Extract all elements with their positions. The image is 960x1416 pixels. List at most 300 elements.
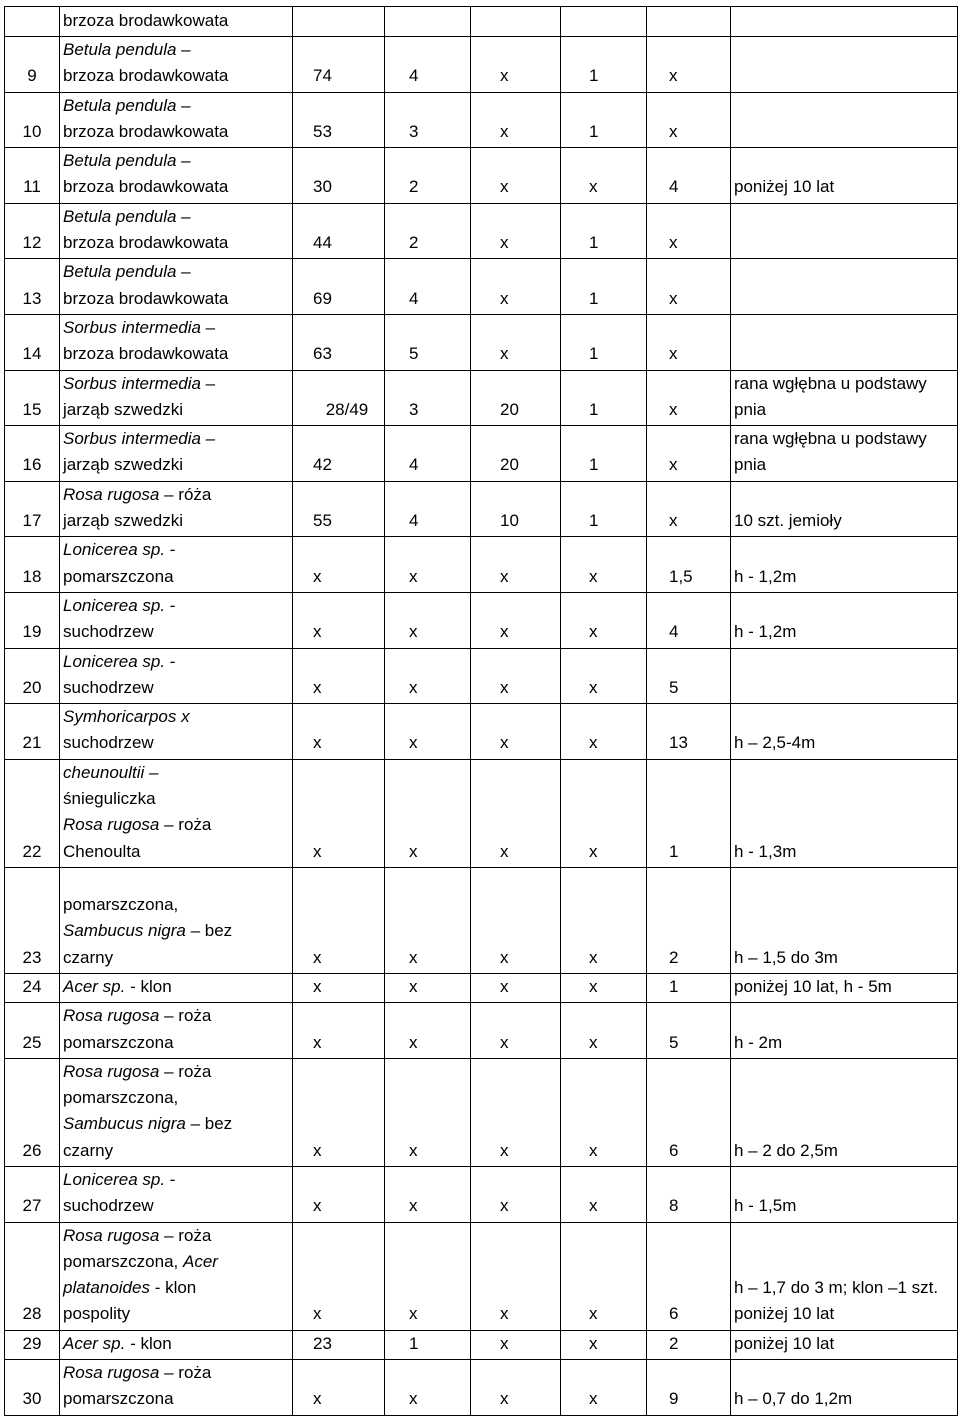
species-name-line <box>63 1223 289 1249</box>
row-number: 18 <box>5 537 60 593</box>
species-name <box>60 203 293 259</box>
species-name-line <box>63 1193 289 1219</box>
value-cell-1: 28/49 <box>293 370 385 426</box>
value-cell-5: 6 <box>647 1222 731 1330</box>
value-cell-5: 1 <box>647 759 731 867</box>
value-cell-5: 6 <box>647 1058 731 1166</box>
value-cell-1: 42 <box>293 426 385 482</box>
common-name: pomarszczona <box>63 566 174 586</box>
latin-name: Betula pendula – <box>63 206 191 226</box>
species-name <box>60 1330 293 1359</box>
latin-name: Lonicerea sp. <box>63 651 166 671</box>
value-cell-3: 20 <box>471 426 561 482</box>
species-name-line <box>63 1003 289 1029</box>
row-number: 19 <box>5 592 60 648</box>
latin-name: Sambucus nigra <box>63 1114 186 1134</box>
value-cell-5: 2 <box>647 867 731 973</box>
value-cell-4: 1 <box>561 314 647 370</box>
value-cell-3: 10 <box>471 481 561 537</box>
common-name: brzoza brodawkowata <box>63 66 229 86</box>
species-name-line <box>63 786 289 812</box>
common-name: - klon <box>125 1333 172 1353</box>
value-cell-2: x <box>385 1166 471 1222</box>
value-cell-4: x <box>561 1058 647 1166</box>
remarks-cell <box>731 648 958 704</box>
species-name-line <box>63 945 289 971</box>
latin-name: Sorbus intermedia – <box>63 373 216 393</box>
value-cell-5: x <box>647 203 731 259</box>
common-name: jarząb szwedzki <box>63 455 183 475</box>
value-cell-1: x <box>293 1003 385 1059</box>
value-cell-2: x <box>385 1222 471 1330</box>
species-name-line <box>63 974 289 1000</box>
value-cell-3: x <box>471 259 561 315</box>
common-name: brzoza brodawkowata <box>63 177 229 197</box>
value-cell-2: x <box>385 759 471 867</box>
value-cell-1: x <box>293 973 385 1002</box>
common-name: suchodrzew <box>63 1196 154 1216</box>
common-name: pomarszczona, <box>63 1251 183 1271</box>
species-name <box>60 1360 293 1416</box>
remarks-cell: h – 2,5-4m <box>731 704 958 760</box>
value-cell-4: x <box>561 973 647 1002</box>
species-name-line <box>63 1360 289 1386</box>
value-cell-3: x <box>471 759 561 867</box>
value-cell-5: 4 <box>647 148 731 204</box>
species-name <box>60 973 293 1002</box>
common-name: - klon <box>125 976 172 996</box>
common-name: brzoza brodawkowata <box>63 344 229 364</box>
value-cell-3: x <box>471 148 561 204</box>
remarks-cell: rana wgłębna u podstawy pnia <box>731 426 958 482</box>
common-name: – roża <box>159 1363 212 1383</box>
value-cell-4: x <box>561 148 647 204</box>
latin-name: cheunoultii – <box>63 762 159 782</box>
value-cell-1: x <box>293 1058 385 1166</box>
remarks-cell: h - 1,2m <box>731 592 958 648</box>
value-cell-1: x <box>293 704 385 760</box>
species-name <box>60 148 293 204</box>
latin-name: platanoides <box>63 1278 150 1298</box>
common-name: - <box>165 595 176 615</box>
species-name-line <box>63 482 289 508</box>
species-name-line <box>63 839 289 865</box>
species-name-line <box>63 452 289 478</box>
value-cell-4: x <box>561 759 647 867</box>
remarks-cell: h - 1,2m <box>731 537 958 593</box>
value-cell-4: x <box>561 1330 647 1359</box>
row-number: 30 <box>5 1360 60 1416</box>
value-cell-2: x <box>385 648 471 704</box>
value-cell-1: x <box>293 759 385 867</box>
remarks-cell: h – 1,5 do 3m <box>731 867 958 973</box>
species-name-line <box>63 918 289 944</box>
value-cell-2: 2 <box>385 148 471 204</box>
remarks-cell: rana wgłębna u podstawy pnia <box>731 370 958 426</box>
species-name-line <box>63 1030 289 1056</box>
species-name <box>60 704 293 760</box>
common-name: suchodrzew <box>63 622 154 642</box>
value-cell-1: 44 <box>293 203 385 259</box>
latin-name: Betula pendula – <box>63 262 191 282</box>
row-number: 24 <box>5 973 60 1002</box>
species-name-line <box>63 286 289 312</box>
value-cell-4: 1 <box>561 370 647 426</box>
row-number: 17 <box>5 481 60 537</box>
species-name <box>60 259 293 315</box>
common-name: czarny <box>63 1140 114 1160</box>
common-name: pomarszczona <box>63 1389 174 1409</box>
common-name: – bez <box>185 1114 233 1134</box>
species-name-line <box>63 371 289 397</box>
value-cell-1: x <box>293 867 385 973</box>
common-name: Chenoulta <box>63 841 141 861</box>
value-cell-3: x <box>471 314 561 370</box>
value-cell-4: 1 <box>561 203 647 259</box>
tree-inventory-table <box>4 6 958 1416</box>
value-cell-2: 1 <box>385 1330 471 1359</box>
species-name-line <box>63 704 289 730</box>
species-name <box>60 759 293 867</box>
value-cell-2: x <box>385 1360 471 1416</box>
value-cell-4: x <box>561 704 647 760</box>
value-cell-2: x <box>385 867 471 973</box>
common-name: – roża <box>159 1225 212 1245</box>
table-row <box>5 37 958 93</box>
species-name-line <box>63 892 289 918</box>
value-cell-1: 63 <box>293 314 385 370</box>
latin-name: Acer sp. <box>63 976 126 996</box>
value-cell-3: x <box>471 1003 561 1059</box>
row-number: 11 <box>5 148 60 204</box>
value-cell-2: 2 <box>385 203 471 259</box>
latin-name: Rosa rugosa <box>63 1061 160 1081</box>
value-cell-2: 4 <box>385 426 471 482</box>
species-name <box>60 1222 293 1330</box>
common-name: brzoza brodawkowata <box>63 288 229 308</box>
species-name-line <box>63 63 289 89</box>
common-name: pomarszczona, <box>63 895 179 915</box>
value-cell-4: 1 <box>561 259 647 315</box>
species-name-line <box>63 174 289 200</box>
value-cell-5: 4 <box>647 592 731 648</box>
latin-name: Lonicerea sp. <box>63 595 166 615</box>
row-number: 26 <box>5 1058 60 1166</box>
value-cell-2: x <box>385 973 471 1002</box>
latin-name: Lonicerea sp. <box>63 1169 166 1189</box>
value-cell-4: x <box>561 1166 647 1222</box>
common-name: suchodrzew <box>63 733 154 753</box>
value-cell-3: x <box>471 537 561 593</box>
value-cell-5: x <box>647 259 731 315</box>
value-cell-3: x <box>471 37 561 93</box>
species-name <box>60 92 293 148</box>
value-cell-3: 20 <box>471 370 561 426</box>
table-row <box>5 537 958 593</box>
table-row <box>5 1166 958 1222</box>
latin-name: Betula pendula – <box>63 40 191 59</box>
species-name-line <box>63 1301 289 1327</box>
latin-name: Sorbus intermedia – <box>63 317 216 337</box>
species-name <box>60 37 293 93</box>
species-name-line <box>63 1111 289 1137</box>
species-name <box>60 1058 293 1166</box>
row-number: 22 <box>5 759 60 867</box>
common-name: – róża <box>159 484 212 504</box>
latin-name: Rosa rugosa <box>63 1363 160 1383</box>
value-cell-2: x <box>385 537 471 593</box>
species-name-line <box>63 1138 289 1164</box>
common-name: suchodrzew <box>63 677 154 697</box>
latin-name: Acer sp. <box>63 1333 126 1353</box>
value-cell-1: x <box>293 537 385 593</box>
value-cell-1: x <box>293 1166 385 1222</box>
value-cell-4: x <box>561 537 647 593</box>
value-cell-1: x <box>293 648 385 704</box>
species-name <box>60 314 293 370</box>
row-number: 13 <box>5 259 60 315</box>
value-cell-5: x <box>647 314 731 370</box>
latin-name: Rosa rugosa <box>63 1225 160 1245</box>
species-name-line <box>63 1059 289 1085</box>
value-cell-3: x <box>471 1058 561 1166</box>
latin-name: Rosa rugosa <box>63 1006 160 1026</box>
species-name-line <box>63 1249 289 1275</box>
species-name-line <box>63 537 289 563</box>
remarks-cell: h – 0,7 do 1,2m <box>731 1360 958 1416</box>
value-cell-4: 1 <box>561 481 647 537</box>
species-name-line <box>63 1085 289 1111</box>
species-name-line <box>63 119 289 145</box>
species-name <box>60 481 293 537</box>
table-row <box>5 704 958 760</box>
species-name-line <box>63 397 289 423</box>
species-name-line <box>63 204 289 230</box>
common-name: – roża <box>159 815 212 835</box>
species-name-line <box>63 649 289 675</box>
row-number: 21 <box>5 704 60 760</box>
table-row <box>5 148 958 204</box>
value-cell-2: 3 <box>385 92 471 148</box>
table-row <box>5 1330 958 1359</box>
value-cell-1: x <box>293 1360 385 1416</box>
table-row <box>5 867 958 973</box>
value-cell-2: 5 <box>385 314 471 370</box>
species-name <box>60 1003 293 1059</box>
value-cell-5: 13 <box>647 704 731 760</box>
species-name-line <box>63 812 289 838</box>
remarks-cell: 10 szt. jemioły <box>731 481 958 537</box>
row-number: 28 <box>5 1222 60 1330</box>
species-name: brzoza brodawkowata <box>60 7 293 37</box>
remarks-cell: poniżej 10 lat, h - 5m <box>731 973 958 1002</box>
species-name <box>60 648 293 704</box>
table-row <box>5 481 958 537</box>
value-cell-5: x <box>647 481 731 537</box>
species-name-line <box>63 1167 289 1193</box>
value-cell-5: 2 <box>647 1330 731 1359</box>
table-row <box>5 92 958 148</box>
table-row <box>5 1222 958 1330</box>
row-number: 29 <box>5 1330 60 1359</box>
species-name-line <box>63 1386 289 1412</box>
species-name-line <box>63 259 289 285</box>
value-cell-5: 9 <box>647 1360 731 1416</box>
species-name <box>60 537 293 593</box>
value-cell-2: x <box>385 592 471 648</box>
species-name-line <box>63 675 289 701</box>
species-name-line <box>63 730 289 756</box>
value-cell-4: 1 <box>561 92 647 148</box>
species-name-line <box>63 1275 289 1301</box>
table-row <box>5 759 958 867</box>
value-cell-4: x <box>561 867 647 973</box>
value-cell-5: 5 <box>647 1003 731 1059</box>
remarks-cell <box>731 92 958 148</box>
species-name-line <box>63 426 289 452</box>
value-cell-3: x <box>471 1360 561 1416</box>
row-number: 27 <box>5 1166 60 1222</box>
value-cell-4: x <box>561 1222 647 1330</box>
value-cell-3: x <box>471 203 561 259</box>
value-cell-3: x <box>471 973 561 1002</box>
species-name-line <box>63 148 289 174</box>
table-row <box>5 203 958 259</box>
row-number: 14 <box>5 314 60 370</box>
table-row <box>5 7 958 37</box>
value-cell-1: 69 <box>293 259 385 315</box>
row-number: 12 <box>5 203 60 259</box>
value-cell-4: 1 <box>561 37 647 93</box>
value-cell-1: 30 <box>293 148 385 204</box>
value-cell-5: x <box>647 92 731 148</box>
table-row <box>5 973 958 1002</box>
value-cell-4: x <box>561 1003 647 1059</box>
latin-name: Symhoricarpos x <box>63 707 190 727</box>
value-cell-1: 53 <box>293 92 385 148</box>
value-cell-4: x <box>561 592 647 648</box>
value-cell-5: 1 <box>647 973 731 1002</box>
latin-name: Betula pendula – <box>63 95 191 115</box>
remarks-cell: h – 1,7 do 3 m; klon –1 szt. poniżej 10 lat <box>731 1222 958 1330</box>
common-name: - <box>165 651 176 671</box>
species-name-line <box>63 508 289 534</box>
latin-name: Lonicerea sp. <box>63 540 166 560</box>
common-name: jarząb szwedzki <box>63 511 183 531</box>
species-name <box>60 1166 293 1222</box>
value-cell-2: 3 <box>385 370 471 426</box>
value-cell-3: x <box>471 592 561 648</box>
value-cell-2: 4 <box>385 37 471 93</box>
value-cell-5: 8 <box>647 1166 731 1222</box>
row-number: 20 <box>5 648 60 704</box>
table-row <box>5 314 958 370</box>
table-row <box>5 1360 958 1416</box>
value-cell-2: x <box>385 1058 471 1166</box>
species-name-line <box>63 564 289 590</box>
common-name: - <box>165 540 176 560</box>
remarks-cell: h - 1,3m <box>731 759 958 867</box>
row-number <box>5 7 60 37</box>
value-cell-1: x <box>293 592 385 648</box>
table-body <box>5 7 958 1416</box>
value-cell-2: 4 <box>385 481 471 537</box>
latin-name: Sambucus nigra <box>63 921 186 941</box>
common-name: śnieguliczka <box>63 789 156 809</box>
remarks-cell <box>731 314 958 370</box>
common-name: czarny <box>63 947 114 967</box>
value-cell-1: 74 <box>293 37 385 93</box>
value-cell-2: x <box>385 704 471 760</box>
remarks-cell <box>731 203 958 259</box>
row-number: 25 <box>5 1003 60 1059</box>
species-name-line <box>63 341 289 367</box>
species-name-line <box>63 315 289 341</box>
common-name: brzoza brodawkowata <box>63 233 229 253</box>
latin-name: Betula pendula – <box>63 151 191 171</box>
value-cell-5: x <box>647 426 731 482</box>
remarks-cell: h – 2 do 2,5m <box>731 1058 958 1166</box>
remarks-cell: h - 2m <box>731 1003 958 1059</box>
value-cell-5: 1,5 <box>647 537 731 593</box>
table-row <box>5 1058 958 1166</box>
row-number: 16 <box>5 426 60 482</box>
remarks-cell <box>731 37 958 93</box>
value-cell-3: x <box>471 648 561 704</box>
common-name: pomarszczona <box>63 1032 174 1052</box>
table-row <box>5 648 958 704</box>
row-number: 9 <box>5 37 60 93</box>
row-number: 10 <box>5 92 60 148</box>
species-name <box>60 867 293 973</box>
value-cell-1: 55 <box>293 481 385 537</box>
common-name: – bez <box>185 921 233 941</box>
value-cell-3: x <box>471 92 561 148</box>
table-row <box>5 1003 958 1059</box>
table-row <box>5 426 958 482</box>
value-cell-5: x <box>647 37 731 93</box>
value-cell-5: x <box>647 370 731 426</box>
common-name: pospolity <box>63 1304 131 1324</box>
common-name: brzoza brodawkowata <box>63 121 229 141</box>
species-name <box>60 370 293 426</box>
row-number: 23 <box>5 867 60 973</box>
species-name-line <box>63 230 289 256</box>
remarks-cell: h - 1,5m <box>731 1166 958 1222</box>
species-name-line <box>63 37 289 63</box>
table-row <box>5 370 958 426</box>
value-cell-1: x <box>293 1222 385 1330</box>
species-name-line <box>63 1331 289 1357</box>
common-name: - klon <box>149 1278 197 1298</box>
species-name <box>60 592 293 648</box>
latin-name: Rosa rugosa <box>63 815 160 835</box>
value-cell-5: 5 <box>647 648 731 704</box>
common-name: – roża <box>159 1006 212 1026</box>
latin-name: Rosa rugosa <box>63 484 160 504</box>
value-cell-2: x <box>385 1003 471 1059</box>
species-name-line <box>63 619 289 645</box>
latin-name: Acer <box>183 1251 218 1271</box>
value-cell-4: x <box>561 648 647 704</box>
table-row <box>5 592 958 648</box>
species-name-line <box>63 93 289 119</box>
remarks-cell <box>731 259 958 315</box>
value-cell-1: 23 <box>293 1330 385 1359</box>
common-name: - <box>165 1169 176 1189</box>
common-name: jarząb szwedzki <box>63 399 183 419</box>
value-cell-3: x <box>471 1166 561 1222</box>
